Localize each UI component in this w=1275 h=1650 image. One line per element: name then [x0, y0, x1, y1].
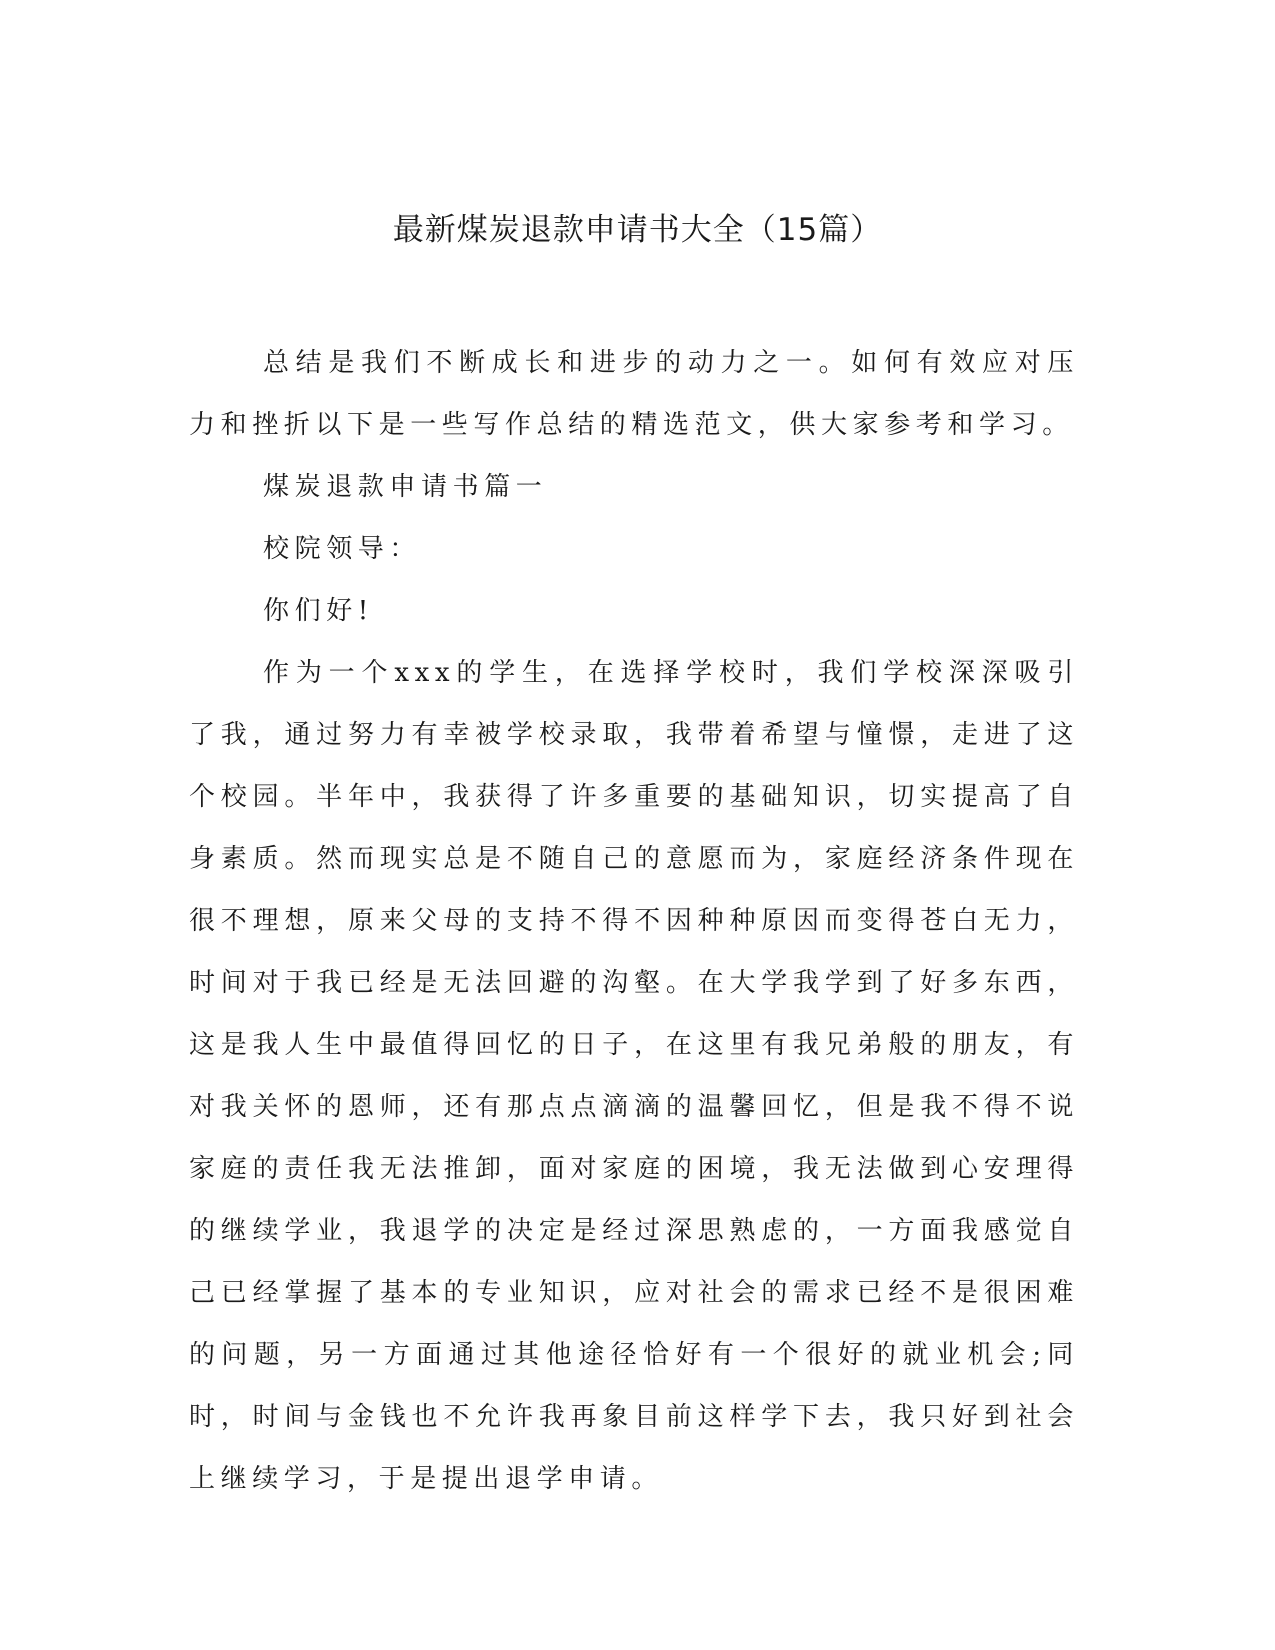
intro-paragraph: 总结是我们不断成长和进步的动力之一。如何有效应对压力和挫折以下是一些写作总结的精选范文，供大家参考和学习。 — [189, 348, 1079, 440]
greeting: 你们好! — [263, 596, 374, 626]
section-heading: 煤炭退款申请书篇一 — [263, 472, 548, 502]
document-body — [189, 332, 1079, 1510]
salutation: 校院领导： — [263, 534, 422, 564]
body-paragraph: 作为一个xxx的学生，在选择学校时，我们学校深深吸引了我，通过努力有幸被学校录取，我带着希望与憧憬，走进了这个校园。半年中，我获得了许多重要的基础知识，切实提高了自身素质。然而现实总是不随自己的意愿而为，家庭经济条件现在很不理想，原来父母的支持不得不因种种原因而变得苍白无力，时间对于我已经是无法回避的沟壑。在大学我学到了好多东西，这是我人生中最值得回忆的日子，在这里有我兄弟般的朋友，有对我关怀的恩师，还有那点点滴滴的温馨回忆，但是我不得不说家庭的责任我无法推卸，面对家庭的困境，我无法做到心安理得的继续学业，我退学的决定是经过深思熟虑的，一方面我感觉自己已经掌握了基本的专业知识，应对社会的需求已经不是很困难的问题，另一方面通过其他途径恰好有一个很好的就业机会;同时，时间与金钱也不允许我再象目前这样学下去，我只好到社会上继续学习，于是提出退学申请。 — [189, 658, 1079, 1494]
document-title: 最新煤炭退款申请书大全（15篇） — [392, 212, 883, 248]
